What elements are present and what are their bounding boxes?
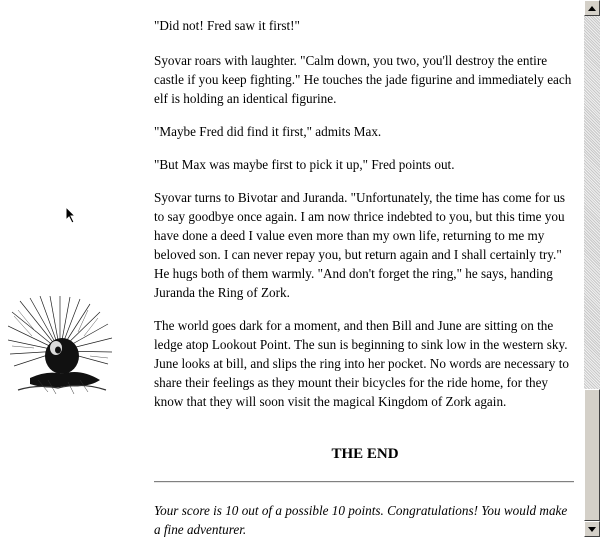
story-paragraph: "But Max was maybe first to pick it up," Fred points out. <box>154 157 455 172</box>
story-paragraph: Syovar turns to Bivotar and Juranda. "Unfortunately, the time has come for us to say goodbye once again. I am now thrice indebted to you, but this time you have done a deed I value even more than my own life, returning to me my beloved son. I can never repay you, but return again and I shall certainly try." He hugs both of them warmly. "And don't forget the ring," he says, handing Juranda the Ring of Zork. <box>154 190 566 300</box>
score-message: Your score is 10 out of a possible 10 points. Congratulations! You would make a fine adventurer. <box>154 503 568 537</box>
vertical-scrollbar[interactable] <box>584 0 600 537</box>
story-paragraph: "Did not! Fred saw it first!" <box>154 18 300 33</box>
scroll-down-arrow-icon <box>588 527 596 532</box>
mouse-cursor-icon <box>65 206 77 229</box>
scroll-up-button[interactable] <box>584 0 600 16</box>
end-title: THE END <box>331 446 399 462</box>
sunset-rock-illustration <box>8 296 114 396</box>
scroll-down-button[interactable] <box>584 521 600 537</box>
scroll-thumb[interactable] <box>584 389 600 521</box>
story-paragraph: "Maybe Fred did find it first," admits Max. <box>154 124 382 139</box>
scroll-up-arrow-icon <box>588 6 596 11</box>
story-paragraph: Syovar roars with laughter. "Calm down, you two, you'll destroy the entire castle if you keep fighting." He touches the jade figurine and immediately each elf is holding an identical figurine. <box>154 53 572 106</box>
divider <box>154 481 574 483</box>
story-paragraph: The world goes dark for a moment, and then Bill and June are sitting on the ledge atop Lookout Point. The sun is beginning to sink low in the western sky. June looks at bill, and slips the ring into her pocket. No words are necessary to share their feelings as they mount their bicycles for the ride home, for they know that they will soon visit the magical Kingdom of Zork again. <box>154 318 569 409</box>
sunset-rock-icon <box>8 296 114 396</box>
